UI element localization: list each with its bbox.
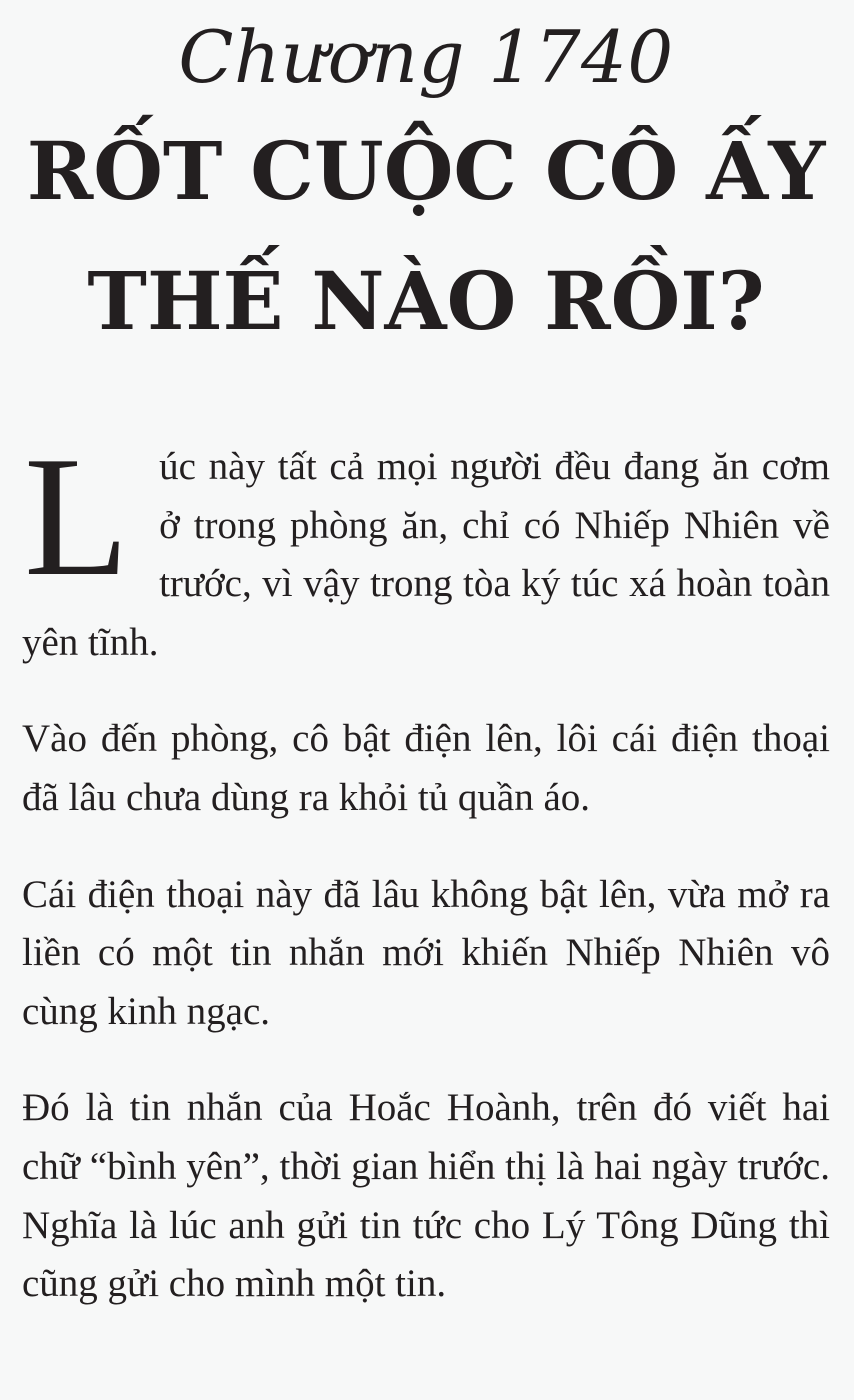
chapter-number: Chương 1740 <box>178 15 674 99</box>
paragraph-4: Đó là tin nhắn của Hoắc Hoành, trên đó viết hai chữ “bình yên”, thời gian hiển thị là hai ngày trước. Nghĩa là lúc anh gửi tin tức cho Lý Tông Dũng thì cũng gửi cho mình một tin. <box>22 1086 830 1306</box>
paragraph-2: Vào đến phòng, cô bật điện lên, lôi cái điện thoại đã lâu chưa dùng ra khỏi tủ quần áo. <box>22 717 830 819</box>
paragraph-3: Cái điện thoại này đã lâu không bật lên, vừa mở ra liền có một tin nhắn mới khiến Nhiếp Nhiên vô cùng kinh ngạc. <box>22 872 830 1033</box>
paragraph-1 <box>22 422 830 672</box>
chapter-title-line-2: THẾ NÀO RỒI? <box>87 254 765 348</box>
chapter-title <box>22 102 830 366</box>
chapter-title-line-1: RỐT CUỘC CÔ ẤY <box>26 124 826 218</box>
chapter-body <box>22 422 830 1314</box>
reader-page <box>0 12 854 1400</box>
drop-cap: L <box>24 422 130 612</box>
paragraph-1-text: úc này tất cả mọi người đều đang ăn cơm ở trong phòng ăn, chỉ có Nhiếp Nhiên về trước, vì vậy trong tòa ký túc xá hoàn toàn yên tĩnh. <box>22 445 830 664</box>
